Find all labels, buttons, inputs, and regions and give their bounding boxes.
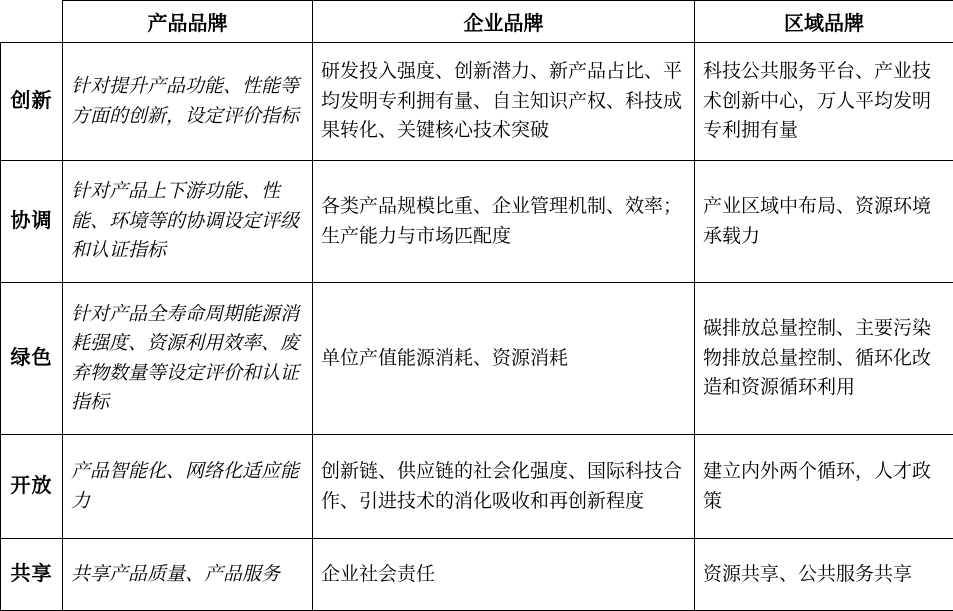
cell-openness-enterprise-brand: 创新链、供应链的社会化强度、国际科技合作、引进技术的消化吸收和再创新程度 <box>313 435 695 539</box>
table-body <box>1 43 953 611</box>
table-row <box>1 283 953 435</box>
row-label-coordination: 协调 <box>1 161 63 283</box>
corner-cell <box>1 1 63 43</box>
row-label-innovation: 创新 <box>1 43 63 161</box>
column-header-product-brand: 产品品牌 <box>63 1 313 43</box>
cell-innovation-enterprise-brand: 研发投入强度、创新潜力、新产品占比、平均发明专利拥有量、自主知识产权、科技成果转化、关键核心技术突破 <box>313 43 695 161</box>
cell-coordination-regional-brand: 产业区域中布局、资源环境承载力 <box>695 161 953 283</box>
cell-innovation-regional-brand: 科技公共服务平台、产业技术创新中心，万人平均发明专利拥有量 <box>695 43 953 161</box>
table-row <box>1 539 953 611</box>
table-row <box>1 161 953 283</box>
header-row <box>1 1 953 43</box>
row-label-openness: 开放 <box>1 435 63 539</box>
cell-openness-product-brand: 产品智能化、网络化适应能力 <box>63 435 313 539</box>
cell-coordination-enterprise-brand: 各类产品规模比重、企业管理机制、效率；生产能力与市场匹配度 <box>313 161 695 283</box>
column-header-regional-brand: 区域品牌 <box>695 1 953 43</box>
cell-coordination-product-brand: 针对产品上下游功能、性能、环境等的协调设定评级和认证指标 <box>63 161 313 283</box>
table-row <box>1 43 953 161</box>
cell-green-regional-brand: 碳排放总量控制、主要污染物排放总量控制、循环化改造和资源循环利用 <box>695 283 953 435</box>
cell-innovation-product-brand: 针对提升产品功能、性能等方面的创新，设定评价指标 <box>63 43 313 161</box>
cell-sharing-regional-brand: 资源共享、公共服务共享 <box>695 539 953 611</box>
cell-sharing-enterprise-brand: 企业社会责任 <box>313 539 695 611</box>
cell-openness-regional-brand: 建立内外两个循环，人才政策 <box>695 435 953 539</box>
cell-green-product-brand: 针对产品全寿命周期能源消耗强度、资源利用效率、废弃物数量等设定评价和认证指标 <box>63 283 313 435</box>
column-header-enterprise-brand: 企业品牌 <box>313 1 695 43</box>
row-label-sharing: 共享 <box>1 539 63 611</box>
row-label-green: 绿色 <box>1 283 63 435</box>
table-header <box>1 1 953 43</box>
table-row <box>1 435 953 539</box>
cell-sharing-product-brand: 共享产品质量、产品服务 <box>63 539 313 611</box>
cell-green-enterprise-brand: 单位产值能源消耗、资源消耗 <box>313 283 695 435</box>
